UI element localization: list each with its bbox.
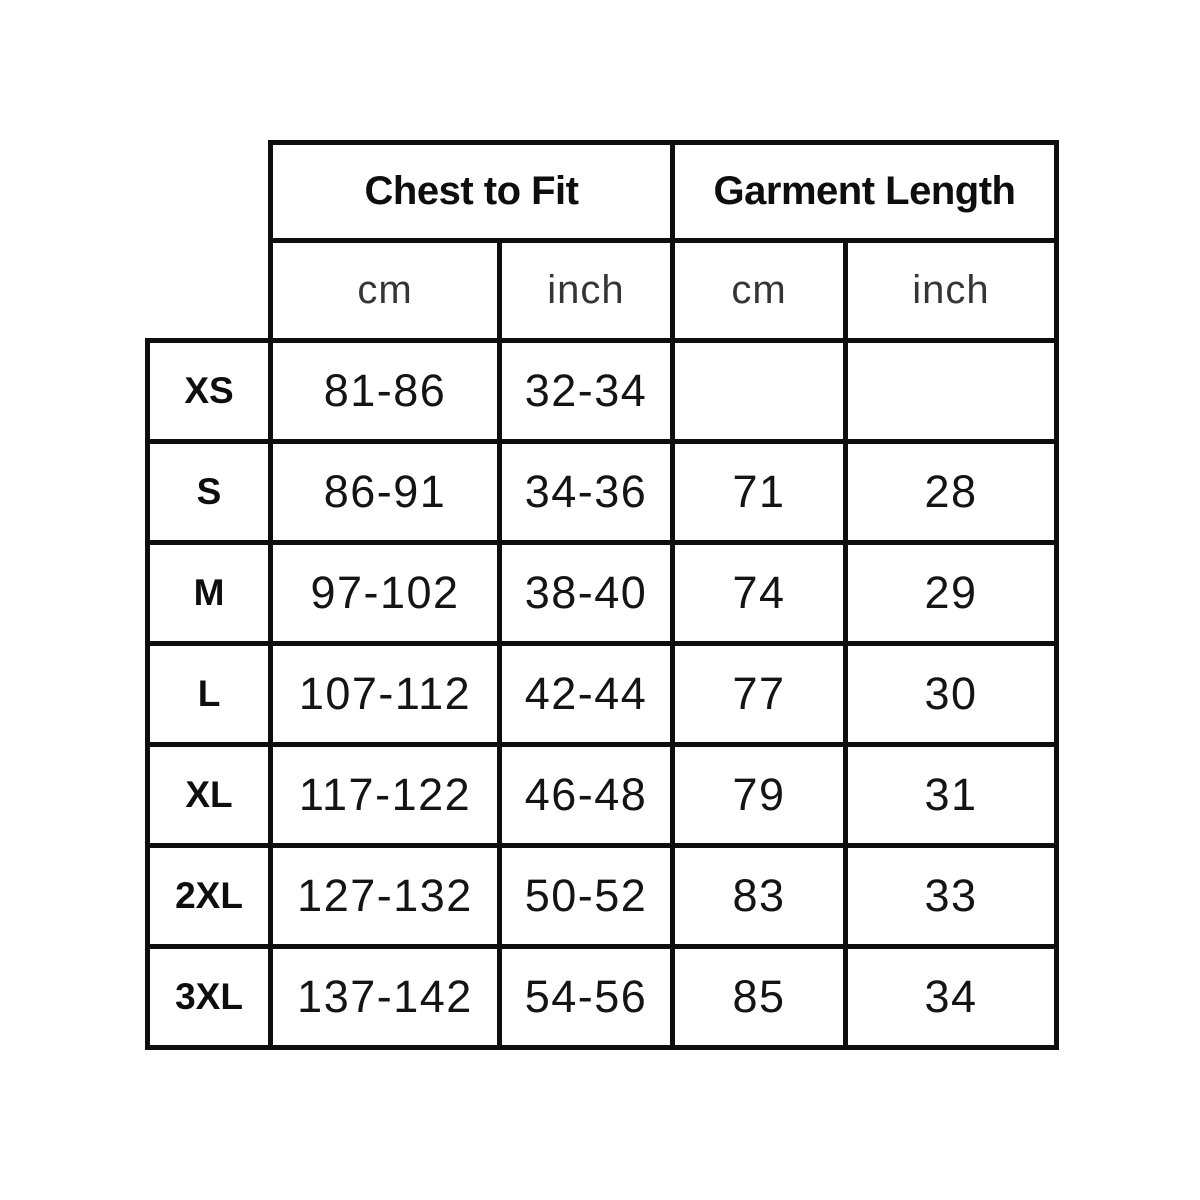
size-chart-table [145, 140, 1059, 1050]
cell-chest-inch: 38-40 [500, 543, 673, 644]
chest-inch-unit-header: inch [500, 241, 673, 341]
chest-cm-unit-header: cm [271, 241, 500, 341]
cell-length-cm: 83 [673, 846, 846, 947]
corner-blank-cell [148, 143, 271, 241]
cell-chest-cm: 97-102 [271, 543, 500, 644]
corner-blank-cell-2 [148, 241, 271, 341]
size-row-3xl [148, 947, 1057, 1048]
cell-length-inch: 33 [846, 846, 1057, 947]
size-label-2xl: 2XL [148, 846, 271, 947]
cell-length-cm: 77 [673, 644, 846, 745]
cell-chest-cm: 137-142 [271, 947, 500, 1048]
size-label-m: M [148, 543, 271, 644]
cell-length-inch [846, 341, 1057, 442]
unit-header-row [148, 241, 1057, 341]
cell-length-inch: 28 [846, 442, 1057, 543]
size-row-m [148, 543, 1057, 644]
cell-chest-inch: 32-34 [500, 341, 673, 442]
cell-length-inch: 30 [846, 644, 1057, 745]
size-row-2xl [148, 846, 1057, 947]
cell-length-cm: 71 [673, 442, 846, 543]
cell-length-inch: 29 [846, 543, 1057, 644]
size-row-xs [148, 341, 1057, 442]
length-cm-unit-header: cm [673, 241, 846, 341]
cell-chest-cm: 117-122 [271, 745, 500, 846]
cell-chest-inch: 54-56 [500, 947, 673, 1048]
size-row-s [148, 442, 1057, 543]
cell-chest-inch: 50-52 [500, 846, 673, 947]
cell-chest-cm: 86-91 [271, 442, 500, 543]
size-label-l: L [148, 644, 271, 745]
cell-length-cm: 74 [673, 543, 846, 644]
cell-chest-inch: 42-44 [500, 644, 673, 745]
size-label-xs: XS [148, 341, 271, 442]
size-label-xl: XL [148, 745, 271, 846]
cell-chest-cm: 107-112 [271, 644, 500, 745]
size-label-3xl: 3XL [148, 947, 271, 1048]
cell-length-inch: 31 [846, 745, 1057, 846]
size-row-xl [148, 745, 1057, 846]
size-label-s: S [148, 442, 271, 543]
size-row-l [148, 644, 1057, 745]
cell-chest-cm: 81-86 [271, 341, 500, 442]
garment-length-header: Garment Length [673, 143, 1057, 241]
length-inch-unit-header: inch [846, 241, 1057, 341]
cell-chest-inch: 46-48 [500, 745, 673, 846]
cell-length-inch: 34 [846, 947, 1057, 1048]
cell-chest-cm: 127-132 [271, 846, 500, 947]
cell-length-cm [673, 341, 846, 442]
chest-to-fit-header: Chest to Fit [271, 143, 673, 241]
cell-length-cm: 85 [673, 947, 846, 1048]
cell-chest-inch: 34-36 [500, 442, 673, 543]
cell-length-cm: 79 [673, 745, 846, 846]
group-header-row [148, 143, 1057, 241]
